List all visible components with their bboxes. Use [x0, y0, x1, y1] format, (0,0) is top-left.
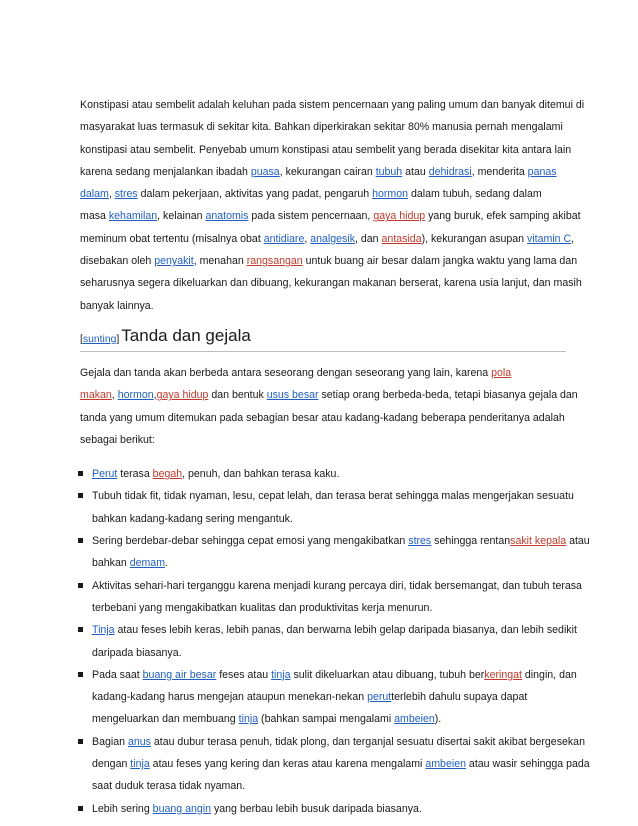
wiki-link[interactable]: dehidrasi [428, 165, 472, 178]
text-run: atau [566, 535, 590, 548]
text-run: feses atau [216, 668, 272, 681]
wiki-link[interactable]: Tinja [92, 624, 115, 637]
section-title: Tanda dan gejala [121, 325, 251, 345]
bullet-square-icon [78, 538, 83, 543]
text-line [92, 775, 566, 797]
bullet-square-icon [78, 806, 83, 811]
text-run: Tubuh tidak fit, tidak nyaman, lesu, cepat lelah, dan terasa berat sehingga malas mengerjakan sesuatu [92, 490, 574, 503]
wiki-link[interactable]: antasida [381, 232, 422, 245]
text-run: (bahkan sampai mengalami [258, 713, 395, 726]
text-run: setiap orang berbeda-beda, tetapi biasanya gejala dan [318, 389, 578, 402]
text-run: , dan [355, 232, 382, 245]
wiki-link[interactable]: Perut [92, 468, 118, 481]
wiki-link[interactable]: begah [152, 468, 183, 481]
text-run: disebakan oleh [80, 255, 155, 268]
text-run: banyak lainnya. [80, 299, 154, 312]
wiki-link[interactable]: anus [127, 735, 151, 748]
text-run: dalam pekerjaan, aktivitas yang padat, pengaruh [137, 188, 373, 201]
text-line [80, 384, 578, 406]
wiki-link[interactable]: sakit kepala [510, 535, 567, 548]
text-run: yang berbau lebih busuk daripada biasanya. [211, 802, 422, 815]
text-run: Gejala dan tanda akan berbeda antara seseorang dengan seseorang yang lain, karena [80, 366, 492, 379]
wiki-link[interactable]: makan [80, 389, 112, 402]
text-line [92, 508, 566, 530]
text-run: daripada biasanya. [92, 646, 182, 659]
text-run: terbebani yang mengakibatkan kualitas dan produktivitas kerja menurun. [92, 601, 433, 614]
text-line [92, 664, 577, 686]
text-run: sehingga rentan [431, 535, 511, 548]
text-run: masa [80, 210, 109, 223]
text-run: Aktivitas sehari-hari terganggu karena menjadi kurang percaya diri, tidak bersemangat, dan tubuh terasa [92, 579, 582, 592]
list-item [80, 798, 566, 820]
wiki-link[interactable]: stres [114, 188, 138, 201]
wiki-link[interactable]: tinja [271, 668, 291, 681]
text-run: ), kekurangan asupan [421, 232, 528, 245]
edit-bracket-close: ] [116, 333, 120, 345]
text-line [80, 429, 566, 451]
section-heading-row [80, 321, 566, 352]
wiki-link[interactable]: perut [367, 691, 392, 704]
bullet-square-icon [78, 583, 83, 588]
text-line [92, 731, 585, 753]
text-run: saat duduk terasa tidak nyaman. [92, 780, 246, 793]
text-run: meminum obat tertentu (misalnya obat [80, 232, 264, 245]
bullet-square-icon [78, 739, 83, 744]
list-item [80, 463, 566, 485]
text-run: Bagian [92, 735, 128, 748]
wiki-link[interactable]: penyakit [154, 255, 194, 268]
text-line [80, 407, 566, 429]
text-run: kadang-kadang harus mengejan ataupun menekan-nekan [92, 691, 368, 704]
text-run: Lebih sering [92, 802, 153, 815]
symptoms-list [80, 463, 590, 820]
wiki-link[interactable]: vitamin C [527, 232, 572, 245]
wiki-link[interactable]: tinja [130, 758, 150, 771]
text-line [80, 228, 575, 250]
wiki-link[interactable]: dalam [80, 188, 109, 201]
text-run: dingin, dan [521, 668, 577, 681]
wiki-link[interactable]: buang angin [152, 802, 211, 815]
text-run: dan bentuk [208, 389, 267, 402]
text-line [80, 295, 566, 317]
wiki-link[interactable]: gaya hidup [373, 210, 426, 223]
text-line [80, 362, 566, 384]
text-run: atau feses lebih keras, lebih panas, dan berwarna lebih gelap daripada biasanya, dan lebih sedikit [114, 624, 577, 637]
bullet-square-icon [78, 672, 83, 677]
wiki-link[interactable]: analgesik [310, 232, 356, 245]
text-line [92, 530, 590, 552]
text-line [92, 485, 574, 507]
wiki-link[interactable]: panas [527, 165, 557, 178]
text-run: , menderita [471, 165, 528, 178]
text-line [80, 272, 582, 294]
text-run: dengan [92, 758, 131, 771]
text-line [92, 619, 577, 641]
edit-bracket-open: [ [80, 333, 83, 345]
text-run: atau wasir sehingga pada [465, 758, 590, 771]
text-run: terlebih dahulu supaya dapat [391, 691, 528, 704]
text-line [92, 642, 566, 664]
text-run: mengeluarkan dan membuang [92, 713, 239, 726]
list-item [80, 530, 590, 575]
wiki-link[interactable]: buang air besar [142, 668, 217, 681]
wiki-link[interactable]: hormon [372, 188, 409, 201]
text-line [92, 575, 582, 597]
intro-paragraph [80, 94, 585, 317]
symptoms-intro-paragraph [80, 362, 578, 451]
text-run: Konstipasi atau sembelit adalah keluhan pada sistem pencernaan yang paling umum dan banyak ditemui di [80, 99, 585, 111]
wiki-link[interactable]: ambeien [425, 758, 466, 771]
list-item [80, 485, 574, 530]
text-run: atau [402, 165, 429, 178]
wiki-link[interactable]: demam [129, 557, 166, 570]
wiki-link[interactable]: tinja [238, 713, 259, 726]
edit-section-button[interactable]: sunting [82, 333, 117, 345]
text-run: terasa [117, 468, 153, 481]
list-item [80, 575, 582, 620]
wiki-link[interactable]: gaya hidup [156, 389, 209, 402]
wiki-link[interactable]: ambeien [394, 713, 435, 726]
bullet-square-icon [78, 471, 83, 476]
wiki-link[interactable]: hormon [117, 389, 154, 402]
text-line [80, 161, 566, 183]
wiki-link[interactable]: antidiare [263, 232, 305, 245]
text-run: Pada saat [92, 668, 143, 681]
text-run: , [108, 188, 115, 201]
text-run: atau feses yang kering dan keras atau karena mengalami [149, 758, 426, 771]
wiki-link[interactable]: pola [491, 366, 512, 379]
text-run: , [571, 232, 575, 245]
text-run: , kekurangan cairan [279, 165, 376, 178]
wiki-link[interactable]: puasa [250, 165, 280, 178]
text-run: konstipasi atau sembelit. Penyebab umum konstipasi atau sembelit yang berada disekitar kita antara lain [80, 143, 572, 156]
text-line [92, 552, 566, 574]
text-run: , [153, 389, 157, 402]
wiki-link[interactable]: usus besar [266, 389, 319, 402]
edit-section-link [80, 334, 119, 347]
bullet-square-icon [78, 493, 83, 498]
text-line [80, 139, 572, 161]
text-run: bahkan [92, 557, 130, 570]
text-run: , [111, 389, 118, 402]
text-run: sulit dikeluarkan atau dibuang, tubuh ber [290, 668, 485, 681]
text-run: , menahan [193, 255, 247, 268]
wiki-link[interactable]: rangsangan [246, 255, 303, 268]
wiki-link[interactable]: anatomis [205, 210, 249, 223]
text-run: dalam tubuh, sedang dalam [408, 188, 542, 201]
text-run: seharusnya segera dikeluarkan dan dibuang, kekurangan makanan berserat, karena usia lanjut, dan masih [80, 277, 582, 290]
text-line [92, 798, 566, 820]
list-item [80, 619, 577, 664]
text-run: untuk buang air besar dalam jangka waktu yang lama dan [302, 255, 578, 268]
wiki-link[interactable]: kehamilan [108, 210, 158, 223]
text-line [80, 183, 566, 205]
text-run: sebagai berikut: [80, 433, 155, 446]
text-line [92, 753, 590, 775]
list-item [80, 731, 590, 798]
text-line [80, 250, 578, 272]
text-run: , kelainan [157, 210, 206, 223]
list-item [80, 664, 577, 731]
bullet-square-icon [78, 627, 83, 632]
wiki-link[interactable]: stres [408, 535, 432, 548]
text-run: ). [434, 713, 442, 726]
wiki-link[interactable]: tubuh [375, 165, 403, 178]
text-run: Sering berdebar-debar sehingga cepat emosi yang mengakibatkan [92, 535, 409, 548]
text-line [80, 94, 585, 116]
text-run: bahkan kadang-kadang sering mengantuk. [92, 512, 293, 525]
wiki-link[interactable]: keringat [484, 668, 522, 681]
text-run: yang buruk, efek samping akibat [425, 210, 581, 223]
text-line [92, 686, 566, 708]
text-run: tanda yang umum ditemukan pada sebagian besar atau kadang-kadang beberapa penderitanya adalah [80, 411, 565, 424]
text-run: karena sedang menjalankan ibadah [80, 165, 251, 178]
text-run: pada sistem pencernaan, [248, 210, 374, 223]
text-run: masyarakat luas termasuk di sekitar kita. Bahkan diperkirakan sekitar 80% manusia pernah mengalami [80, 121, 563, 134]
text-line [80, 116, 566, 138]
text-line [92, 597, 566, 619]
text-run: atau dubur terasa penuh, tidak plong, dan terganjal sesuatu disertai sakit akibat bergesekan [150, 735, 585, 748]
text-line [92, 463, 566, 485]
text-line [80, 205, 581, 227]
text-run: . [165, 557, 168, 570]
text-run: , penuh, dan bahkan terasa kaku. [182, 468, 340, 481]
text-line [92, 708, 566, 730]
text-run: , [304, 232, 311, 245]
